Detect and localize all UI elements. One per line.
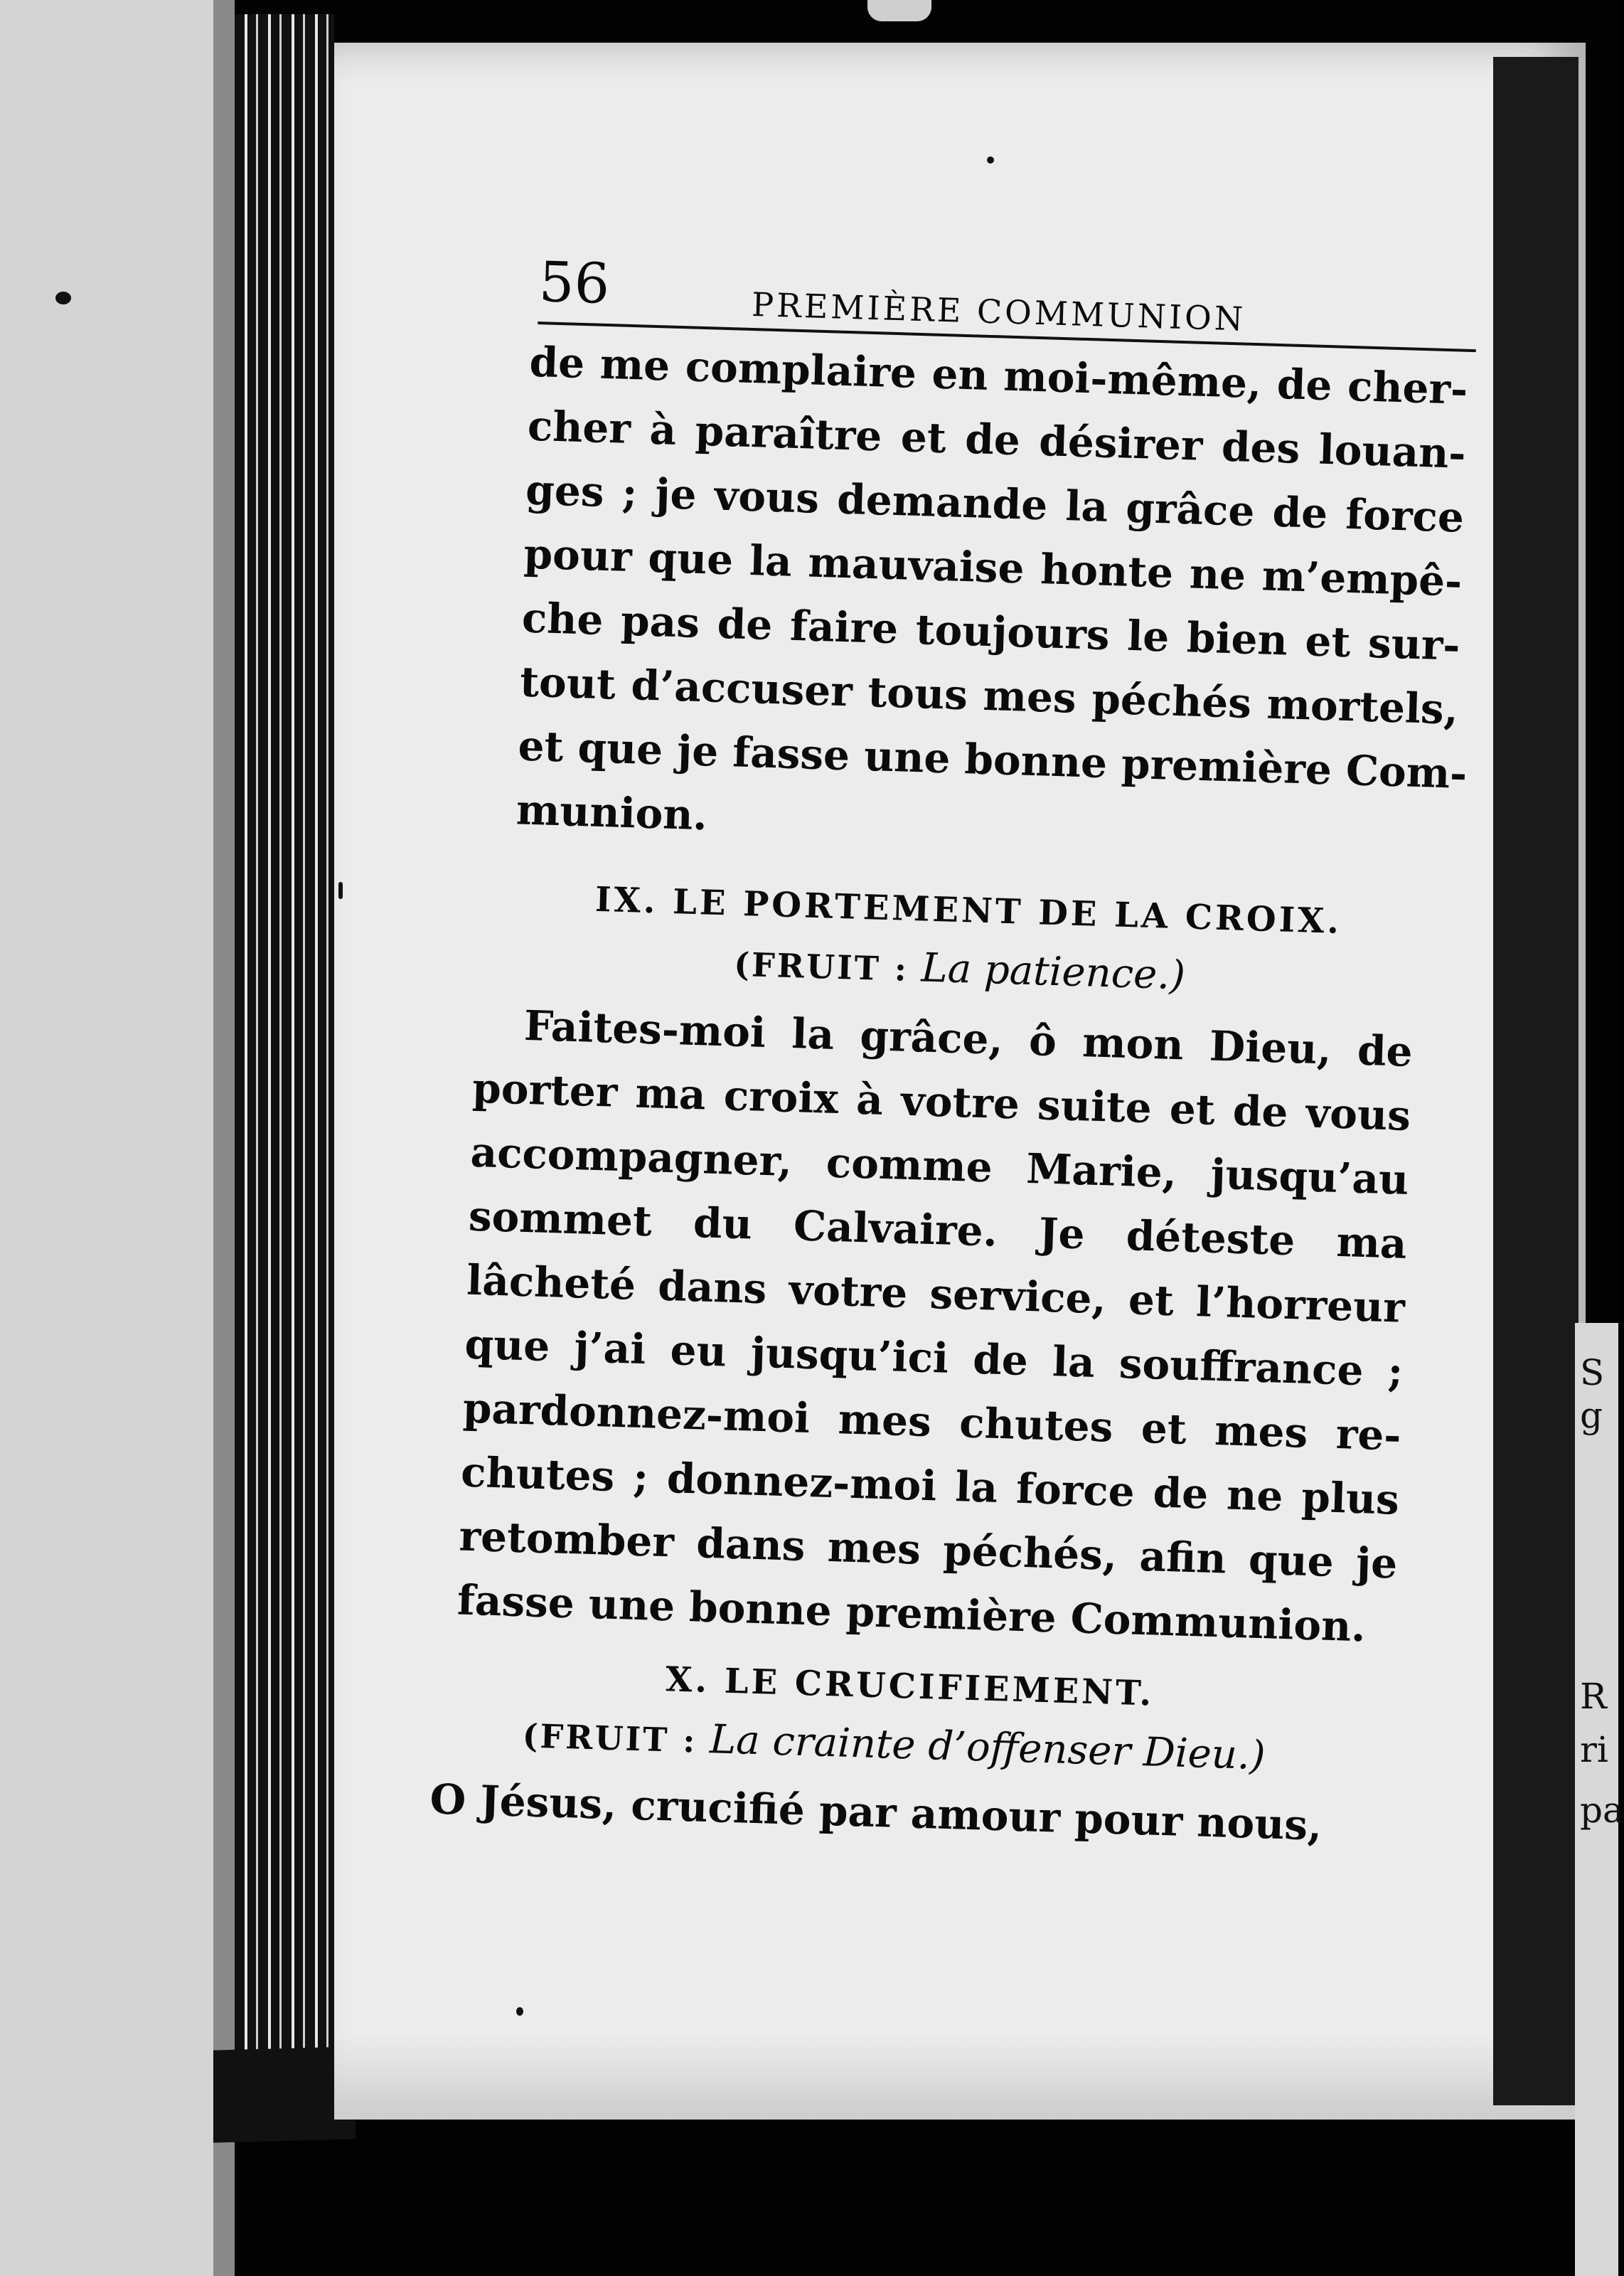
running-head: PREMIÈRE COMMUNION	[751, 284, 1246, 339]
text-line: chutes ; donnez-moi la force de ne plus	[460, 1447, 1400, 1524]
section-title-ix: IX. LE PORTEMENT DE LA CROIX.	[594, 879, 1342, 942]
section-fruit-ix	[490, 932, 1429, 1006]
text-line: de me complaire en moi-même, de cher-	[528, 337, 1469, 414]
text-line: pour que la mauvaise honte ne m’empê-	[523, 529, 1463, 606]
page-edge-stack	[235, 14, 334, 2112]
neighbor-fragment: ri	[1580, 1729, 1608, 1770]
dust-speck	[987, 156, 994, 164]
gutter-shadow	[1493, 57, 1578, 2105]
text-line: sommet du Calvaire. Je déteste ma	[468, 1191, 1408, 1268]
text-line: tout d’accuser tous mes péchés mortels,	[519, 657, 1459, 734]
neighbor-fragment: pa	[1580, 1790, 1624, 1831]
neighbor-fragment: S	[1580, 1352, 1605, 1393]
text-line: et que je fasse une bonne première Com-	[517, 721, 1468, 799]
top-tab	[867, 0, 931, 21]
dust-speck	[55, 292, 71, 304]
text-line: ges ; je vous demande la grâce de force	[525, 465, 1465, 542]
scan-left-margin	[0, 0, 235, 2276]
neighbor-fragment: g	[1580, 1395, 1603, 1436]
text-line: lâcheté dans votre service, et l’horreur	[466, 1255, 1406, 1332]
fruit-value: La crainte d’offenser Dieu.)	[709, 1716, 1266, 1780]
text-line: accompagner, comme Marie, jusqu’au	[469, 1127, 1410, 1204]
page-bottom-shade	[334, 2034, 1586, 2120]
neighbor-fragment: R	[1580, 1676, 1607, 1717]
dust-speck	[338, 882, 343, 899]
fruit-label: (FRUIT :	[522, 1716, 698, 1760]
text-line: fasse une bonne première Communion.	[456, 1575, 1367, 1652]
text-line: Faites-moi la grâce, ô mon Dieu, de	[523, 1001, 1414, 1076]
text-line: que j’ai eu jusqu’ici de la souffrance ;	[464, 1319, 1404, 1396]
page-number: 56	[538, 250, 611, 317]
text-line: O Jésus, crucifié par amour pour nous,	[429, 1775, 1323, 1850]
text-line: cher à paraître et de désirer des louan-	[527, 401, 1467, 478]
paragraph-ix	[456, 992, 1414, 1660]
fruit-label: (FRUIT :	[733, 945, 909, 989]
text-line: che pas de faire toujours le bien et sur-	[521, 593, 1461, 670]
text-line: pardonnez-moi mes chutes et mes re-	[462, 1383, 1402, 1460]
text-line: retomber dans mes péchés, afin que je	[458, 1511, 1399, 1588]
section-title-x: X. LE CRUCIFIEMENT.	[665, 1659, 1155, 1714]
page-text	[429, 235, 1485, 1861]
paragraph-continued	[515, 330, 1469, 870]
scan-left-edge	[213, 0, 235, 2276]
fruit-value: La patience.)	[920, 945, 1186, 999]
dust-speck	[516, 2007, 523, 2016]
text-line: munion.	[515, 785, 708, 840]
text-line: porter ma croix à votre suite et de vous	[471, 1063, 1411, 1140]
